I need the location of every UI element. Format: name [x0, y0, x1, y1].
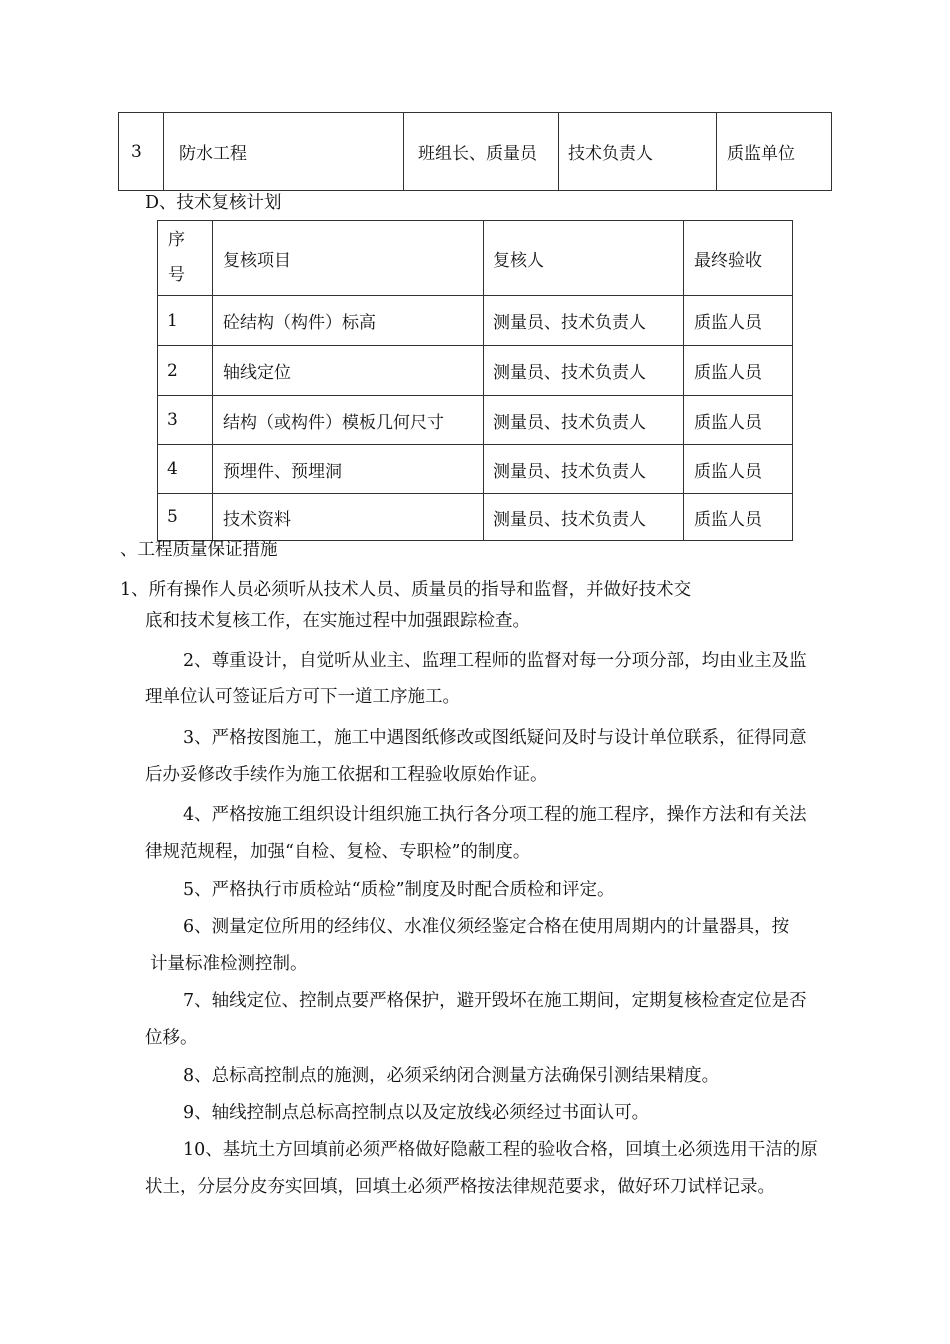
cell-item: 结构（或构件）模板几何尺寸 — [213, 396, 484, 445]
cell-reviewer: 测量员、技术负责人 — [484, 296, 684, 346]
cell-no: 5 — [158, 494, 213, 541]
header-no-2: 号 — [168, 265, 185, 285]
cell-item: 技术资料 — [213, 494, 484, 541]
paragraph-line: 7、轴线定位、控制点要严格保护，避开毁坏在施工期间，定期复核检查定位是否 — [183, 991, 807, 1011]
cell-checker: 技术负责人 — [559, 113, 717, 191]
cell-final: 质监人员 — [684, 396, 793, 445]
cell-final: 质监人员 — [684, 445, 793, 494]
cell-item: 预埋件、预埋洞 — [213, 445, 484, 494]
cell-reviewer: 测量员、技术负责人 — [484, 346, 684, 396]
paragraph-line: 2、尊重设计，自觉听从业主、监理工程师的监督对每一分项分部，均由业主及监 — [183, 651, 807, 671]
table-row — [158, 396, 793, 445]
header-no-1: 序 — [168, 230, 185, 250]
paragraph-line: 律规范规程，加强“自检、复检、专职检”的制度。 — [145, 842, 531, 862]
table-row — [158, 494, 793, 541]
header-final: 最终验收 — [684, 221, 793, 296]
paragraph-line: 底和技术复核工作，在实施过程中加强跟踪检查。 — [145, 611, 530, 631]
paragraph-line: 后办妥修改手续作为施工依据和工程验收原始作证。 — [145, 765, 548, 785]
cell-reviewer: 测量员、技术负责人 — [484, 396, 684, 445]
cell-no: 2 — [158, 346, 213, 396]
paragraph-line: 理单位认可签证后方可下一道工序施工。 — [145, 687, 460, 707]
cell-item: 防水工程 — [164, 113, 404, 191]
cell-reviewer: 测量员、技术负责人 — [484, 445, 684, 494]
cell-final: 质监人员 — [684, 296, 793, 346]
cell-reviewer: 测量员、技术负责人 — [484, 494, 684, 541]
paragraph-line: 计量标准检测控制。 — [150, 954, 308, 974]
cell-final: 质监人员 — [684, 494, 793, 541]
header-reviewer: 复核人 — [484, 221, 684, 296]
cell-no: 3 — [158, 396, 213, 445]
section-d-title: D、技术复核计划 — [145, 193, 282, 213]
review-plan-table — [157, 220, 793, 541]
cell-executor: 班组长、质量员 — [404, 113, 559, 191]
cell-no: 1 — [158, 296, 213, 346]
paragraph-line: 位移。 — [145, 1028, 198, 1048]
paragraph-line: 状土，分层分皮夯实回填，回填土必须严格按法律规范要求，做好环刀试样记录。 — [145, 1177, 775, 1197]
section-quality-title: 、工程质量保证措施 — [120, 540, 278, 560]
table-row — [158, 445, 793, 494]
cell-item: 轴线定位 — [213, 346, 484, 396]
table-header-row — [158, 221, 793, 296]
table-row — [158, 296, 793, 346]
header-no — [158, 221, 213, 296]
paragraph-line: 10、基坑土方回填前必须严格做好隐蔽工程的验收合格，回填土必须选用干洁的原 — [183, 1140, 818, 1160]
paragraph-line: 4、严格按施工组织设计组织施工执行各分项工程的施工程序，操作方法和有关法 — [183, 805, 807, 825]
table-row — [158, 346, 793, 396]
paragraph-line: 6、测量定位所用的经纬仪、水准仪须经鉴定合格在使用周期内的计量器具，按 — [183, 917, 790, 937]
paragraph-line: 3、严格按图施工，施工中遇图纸修改或图纸疑问及时与设计单位联系，征得同意 — [183, 728, 807, 748]
cell-acceptor: 质监单位 — [717, 113, 832, 191]
cell-final: 质监人员 — [684, 346, 793, 396]
cell-no: 4 — [158, 445, 213, 494]
header-item: 复核项目 — [213, 221, 484, 296]
paragraph-line: 8、总标高控制点的施测，必须采纳闭合测量方法确保引测结果精度。 — [183, 1066, 720, 1086]
cell-no: 3 — [119, 113, 164, 191]
responsibility-table — [118, 112, 832, 191]
paragraph-line: 1、所有操作人员必须听从技术人员、质量员的指导和监督，并做好技术交 — [120, 580, 692, 600]
cell-item: 砼结构（构件）标高 — [213, 296, 484, 346]
paragraph-line: 9、轴线控制点总标高控制点以及定放线必须经过书面认可。 — [183, 1103, 650, 1123]
table-row — [119, 113, 832, 191]
paragraph-line: 5、严格执行市质检站“质检”制度及时配合质检和评定。 — [183, 880, 615, 900]
